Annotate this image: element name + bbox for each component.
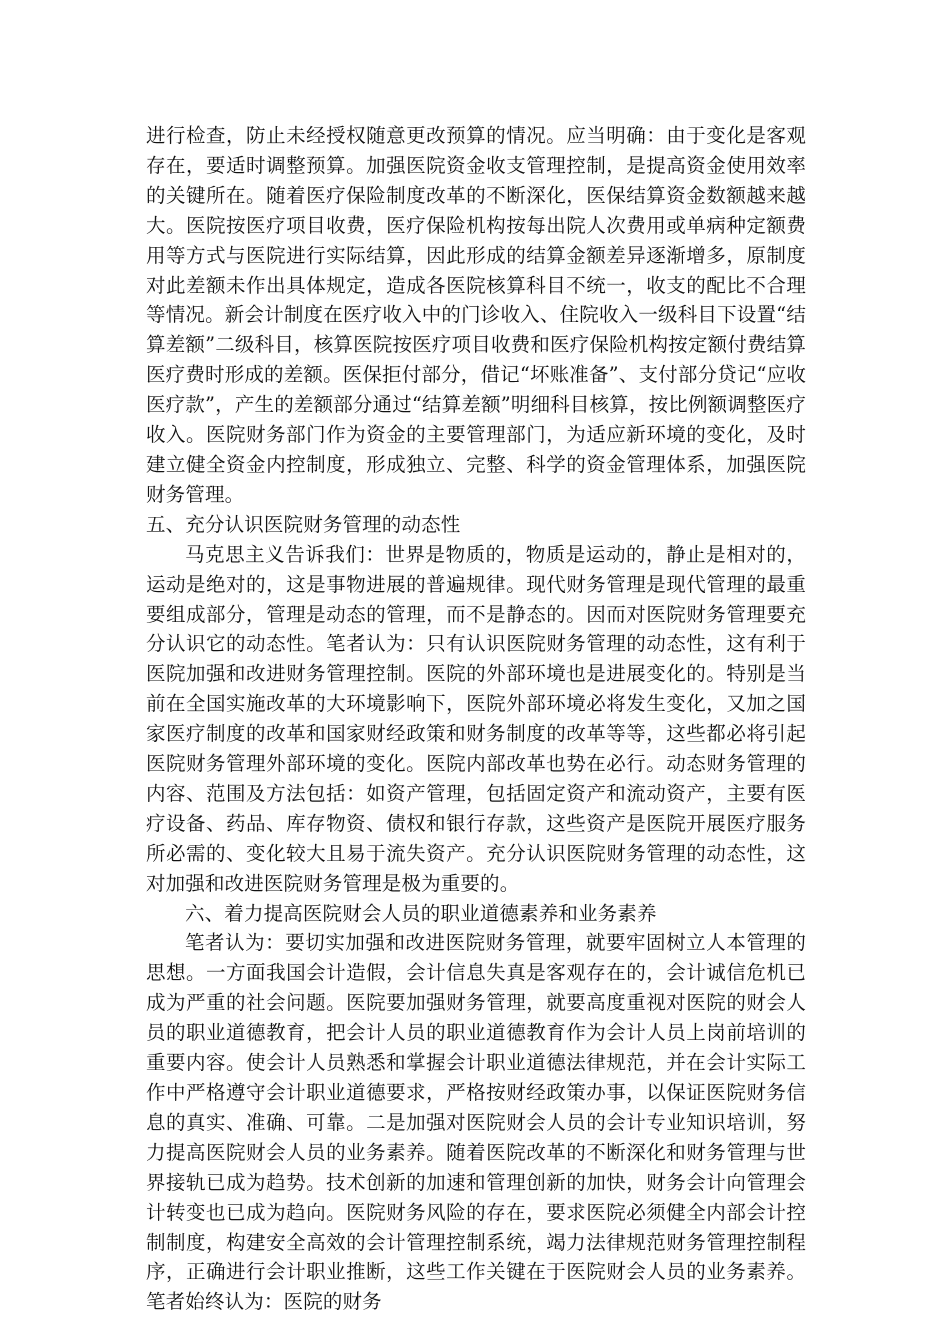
body-paragraph: 进行检查，防止未经授权随意更改预算的情况。应当明确：由于变化是客观存在，要适时调整预算。加强医院资金收支管理控制，是提高资金使用效率的关键所在。随着医疗保险制度改革的不断深化，医保结算资金数额越来越大。医院按医疗项目收费，医疗保险机构按每出院人次费用或单病种定额费用等方式与医院进行实际结算，因此形成的结算金额差异逐渐增多，原制度对此差额未作出具体规定，造成各医院核算科目不统一，收支的配比不合理等情况。新会计制度在医疗收入中的门诊收入、住院收入一级科目下设置“结算差额”二级科目，核算医院按医疗项目收费和医疗保险机构按定额付费结算医疗费时形成的差额。医保拒付部分，借记“坏账准备”、支付部分贷记“应收医疗款”，产生的差额部分通过“结算差额”明细科目核算，按比例额调整医疗收入。医院财务部门作为资金的主要管理部门，为适应新环境的变化，及时建立健全资金内控制度，形成独立、完整、科学的资金管理体系，加强医院财务管理。 xyxy=(146,124,806,506)
body-paragraph: 笔者认为：要切实加强和改进医院财务管理，就要牢固树立人本管理的思想。一方面我国会计造假，会计信息失真是客观存在的，会计诚信危机已成为严重的社会问题。医院要加强财务管理，就要高度重视对医院的财会人员的职业道德教育，把会计人员的职业道德教育作为会计人员上岗前培训的重要内容。使会计人员熟悉和掌握会计职业道德法律规范，并在会计实际工作中严格遵守会计职业道德要求，严格按财经政策办事，以保证医院财务信息的真实、准确、可靠。二是加强对医院财会人员的会计专业知识培训，努力提高医院财会人员的业务素养。随着医院改革的不断深化和财务管理与世界接轨已成为趋势。技术创新的加速和管理创新的加快，财务会计向管理会计转变也已成为趋向。医院财务风险的存在，要求医院必须健全内部会计控制制度，构建安全高效的会计管理控制系统，竭力法律规范财务管理控制程序，正确进行会计职业推断，这些工作关键在于医院财会人员的业务素养。笔者始终认为：医院的财务 xyxy=(146,931,806,1314)
section-heading: 五、充分认识医院财务管理的动态性 xyxy=(146,512,461,536)
body-paragraph: 马克思主义告诉我们：世界是物质的，物质是运动的，静止是相对的，运动是绝对的，这是事物进展的普遍规律。现代财务管理是现代管理的最重要组成部分，管理是动态的管理，而不是静态的。因而对医院财务管理要充分认识它的动态性。笔者认为：只有认识医院财务管理的动态性，这有利于医院加强和改进财务管理控制。医院的外部环境也是进展变化的。特别是当前在全国实施改革的大环境影响下，医院外部环境必将发生变化，又加之国家医疗制度的改革和国家财经政策和财务制度的改革等等，这些都必将引起医院财务管理外部环境的变化。医院内部改革也势在必行。动态财务管理的内容、范围及方法包括：如资产管理，包括固定资产和流动资产，主要有医疗设备、药品、库存物资、债权和银行存款，这些资产是医院开展医疗服务所必需的、变化较大且易于流失资产。充分认识医院财务管理的动态性，这对加强和改进医院财务管理是极为重要的。 xyxy=(146,542,806,895)
document-page xyxy=(146,121,806,1317)
section-heading: 六、着力提高医院财会人员的职业道德素养和业务素养 xyxy=(185,901,657,925)
